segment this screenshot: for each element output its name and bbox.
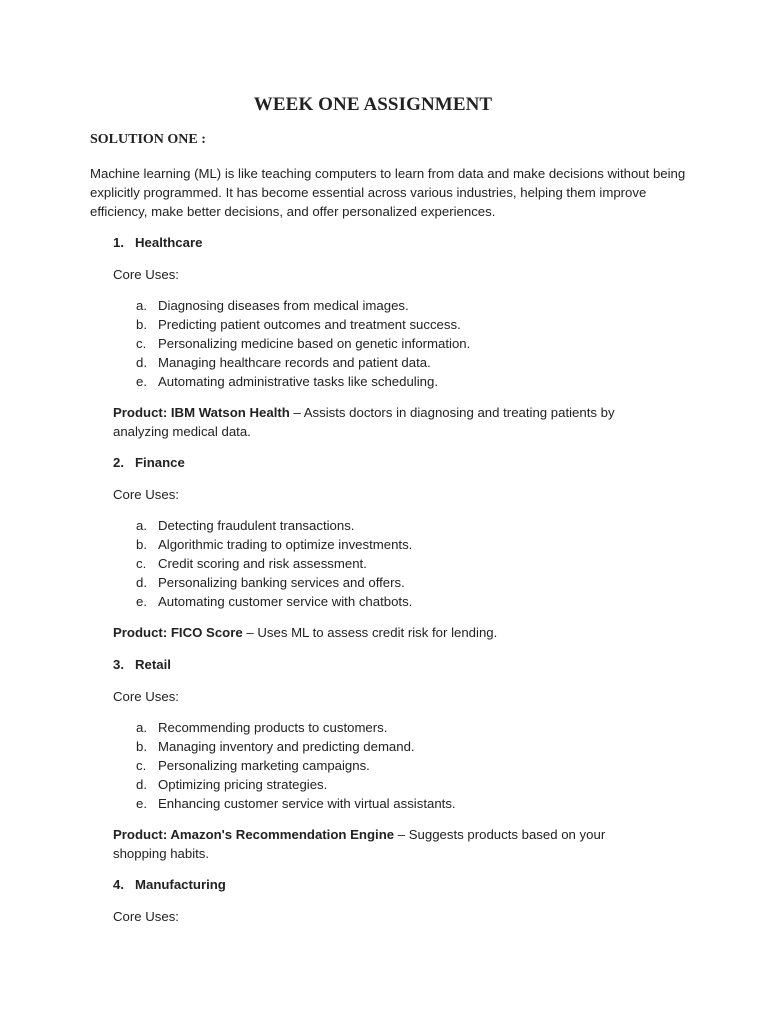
section-heading [113,655,673,674]
list-item-text: Algorithmic trading to optimize investments. [158,537,413,552]
list-item [113,516,673,535]
list-marker: b. [136,317,147,332]
list-item-text: Credit scoring and risk assessment. [158,556,367,571]
section-heading [113,233,673,252]
product-name: Product: Amazon's Recommendation Engine [113,827,395,842]
list-marker: a. [136,518,147,533]
list-item [113,535,673,554]
intro-paragraph: Machine learning (ML) is like teaching computers to learn from data and make decisions without being explicitly programmed. It has become essential across various industries, helping them improve efficiency, make better decisions, and offer personalized experiences. [90,166,686,219]
list-marker: d. [136,777,147,792]
list-item [113,334,673,353]
list-item [113,554,673,573]
list-item [113,756,673,775]
list-marker: b. [136,537,147,552]
list-marker: d. [136,575,147,590]
list-item [113,737,673,756]
list-item-text: Diagnosing diseases from medical images. [158,298,409,313]
document-title: WEEK ONE ASSIGNMENT [253,94,493,115]
product-description: – Assists doctors in diagnosing and treating patients by analyzing medical data. [113,405,615,439]
core-uses-label: Core Uses: [113,487,179,502]
section-healthcare [113,233,673,441]
list-marker: c. [136,336,147,351]
core-uses-list [113,718,673,813]
list-marker: e. [136,796,147,811]
list-marker: d. [136,355,147,370]
list-item-text: Managing healthcare records and patient data. [158,355,431,370]
section-number: 3. [113,657,124,672]
list-item-text: Personalizing medicine based on genetic information. [158,336,471,351]
list-marker: e. [136,374,147,389]
core-uses-label: Core Uses: [113,689,179,704]
list-item-text: Personalizing banking services and offers. [158,575,405,590]
list-item-text: Automating administrative tasks like scheduling. [158,374,439,389]
section-title: Finance [135,455,185,470]
section-retail [113,655,673,863]
list-item-text: Personalizing marketing campaigns. [158,758,370,773]
core-uses-list [113,516,673,611]
list-item [113,315,673,334]
product-description: – Suggests products based on your shopping habits. [113,827,606,861]
product-paragraph [113,403,653,441]
list-item [113,775,673,794]
list-item [113,794,673,813]
section-heading [113,453,673,472]
product-description: – Uses ML to assess credit risk for lending. [242,625,498,640]
section-finance [113,453,673,642]
section-title: Retail [135,657,171,672]
core-uses-label: Core Uses: [113,909,179,924]
list-item [113,718,673,737]
list-item [113,353,673,372]
product-name: Product: IBM Watson Health [113,405,290,420]
list-marker: e. [136,594,147,609]
list-marker: c. [136,758,147,773]
product-paragraph [113,825,653,863]
list-item-text: Automating customer service with chatbots. [158,594,413,609]
list-item [113,372,673,391]
list-marker: b. [136,739,147,754]
list-marker: a. [136,298,147,313]
product-name: Product: FICO Score [113,625,243,640]
list-marker: c. [136,556,147,571]
section-number: 2. [113,455,124,470]
list-item-text: Detecting fraudulent transactions. [158,518,355,533]
list-item-text: Optimizing pricing strategies. [158,777,328,792]
core-uses-label: Core Uses: [113,267,179,282]
section-title: Healthcare [135,235,203,250]
product-paragraph [113,623,653,642]
solution-heading: SOLUTION ONE : [90,132,206,147]
section-title: Manufacturing [135,877,226,892]
section-heading [113,875,673,894]
section-manufacturing [113,875,673,926]
list-item [113,592,673,611]
core-uses-list [113,296,673,391]
list-item [113,573,673,592]
list-item [113,296,673,315]
list-item-text: Enhancing customer service with virtual assistants. [158,796,456,811]
section-number: 4. [113,877,124,892]
section-number: 1. [113,235,124,250]
list-item-text: Predicting patient outcomes and treatment success. [158,317,461,332]
list-item-text: Recommending products to customers. [158,720,388,735]
list-marker: a. [136,720,147,735]
list-item-text: Managing inventory and predicting demand. [158,739,415,754]
